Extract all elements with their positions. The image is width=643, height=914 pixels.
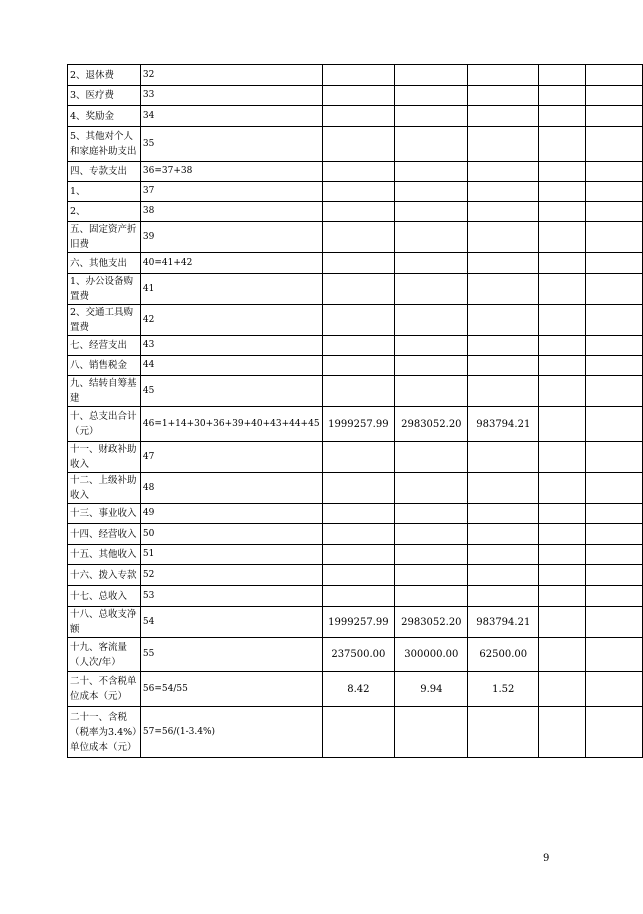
row-empty-cell (586, 504, 643, 524)
row-item-label: 5、其他对个人和家庭补助支出 (68, 127, 141, 162)
row-empty-cell (586, 65, 643, 86)
row-code: 51 (140, 545, 322, 565)
row-empty-cell (586, 407, 643, 442)
row-empty-cell (586, 638, 643, 672)
row-value-3 (468, 106, 539, 127)
row-value-1: 1999257.99 (322, 407, 395, 442)
table-row (68, 707, 643, 758)
row-empty-cell (539, 274, 586, 305)
table-row (68, 356, 643, 376)
row-code: 33 (140, 86, 322, 106)
row-value-1 (322, 504, 395, 524)
row-code: 39 (140, 222, 322, 253)
row-value-1 (322, 586, 395, 607)
row-value-1 (322, 127, 395, 162)
table-row (68, 524, 643, 545)
row-value-3 (468, 127, 539, 162)
table-row (68, 545, 643, 565)
row-value-3 (468, 376, 539, 407)
row-value-3 (468, 65, 539, 86)
row-value-2 (395, 253, 468, 274)
row-empty-cell (539, 376, 586, 407)
row-value-3 (468, 222, 539, 253)
table-row (68, 253, 643, 274)
row-value-3 (468, 707, 539, 758)
row-value-2 (395, 274, 468, 305)
row-value-2 (395, 305, 468, 336)
row-value-2: 9.94 (395, 672, 468, 707)
row-item-label: 七、经营支出 (68, 336, 141, 356)
row-code: 50 (140, 524, 322, 545)
row-value-2 (395, 545, 468, 565)
row-empty-cell (586, 473, 643, 504)
row-value-1 (322, 106, 395, 127)
row-empty-cell (539, 407, 586, 442)
row-empty-cell (539, 504, 586, 524)
row-value-1 (322, 65, 395, 86)
table-row (68, 336, 643, 356)
row-value-3 (468, 565, 539, 586)
row-value-1 (322, 356, 395, 376)
row-empty-cell (539, 638, 586, 672)
row-code: 34 (140, 106, 322, 127)
table-row (68, 442, 643, 473)
row-item-label: 2、退休费 (68, 65, 141, 86)
row-item-label: 十八、总收支净额 (68, 607, 141, 638)
row-value-1: 1999257.99 (322, 607, 395, 638)
row-value-2 (395, 586, 468, 607)
table-row (68, 376, 643, 407)
row-value-3 (468, 202, 539, 222)
table-row (68, 565, 643, 586)
row-code: 42 (140, 305, 322, 336)
row-empty-cell (586, 253, 643, 274)
row-empty-cell (586, 336, 643, 356)
row-value-3 (468, 182, 539, 202)
row-code: 41 (140, 274, 322, 305)
table-row (68, 305, 643, 336)
row-code: 53 (140, 586, 322, 607)
row-empty-cell (539, 127, 586, 162)
row-value-2 (395, 524, 468, 545)
row-value-1 (322, 524, 395, 545)
row-empty-cell (539, 65, 586, 86)
row-value-1 (322, 253, 395, 274)
row-value-2 (395, 182, 468, 202)
row-item-label: 十二、上级补助收入 (68, 473, 141, 504)
row-empty-cell (539, 305, 586, 336)
row-empty-cell (539, 222, 586, 253)
table-row (68, 473, 643, 504)
table-row (68, 222, 643, 253)
row-value-1 (322, 565, 395, 586)
row-value-2 (395, 473, 468, 504)
table-row (68, 607, 643, 638)
row-empty-cell (586, 607, 643, 638)
row-value-2 (395, 65, 468, 86)
row-empty-cell (586, 86, 643, 106)
table-row (68, 407, 643, 442)
table-row (68, 274, 643, 305)
row-value-1 (322, 442, 395, 473)
row-value-2 (395, 202, 468, 222)
row-code: 45 (140, 376, 322, 407)
row-empty-cell (586, 106, 643, 127)
row-value-1: 237500.00 (322, 638, 395, 672)
row-code: 47 (140, 442, 322, 473)
row-value-3 (468, 356, 539, 376)
row-code: 44 (140, 356, 322, 376)
row-item-label: 九、结转自筹基建 (68, 376, 141, 407)
row-value-3 (468, 305, 539, 336)
row-value-1 (322, 376, 395, 407)
row-empty-cell (586, 545, 643, 565)
row-item-label: 2、 (68, 202, 141, 222)
row-code: 35 (140, 127, 322, 162)
row-value-2 (395, 504, 468, 524)
table-row (68, 65, 643, 86)
row-value-3 (468, 504, 539, 524)
row-code: 52 (140, 565, 322, 586)
row-value-2 (395, 376, 468, 407)
row-value-1 (322, 222, 395, 253)
row-empty-cell (586, 376, 643, 407)
table-row (68, 106, 643, 127)
row-code: 49 (140, 504, 322, 524)
row-item-label: 4、奖励金 (68, 106, 141, 127)
row-code: 32 (140, 65, 322, 86)
row-empty-cell (586, 442, 643, 473)
row-value-2 (395, 86, 468, 106)
table-row (68, 586, 643, 607)
row-empty-cell (539, 253, 586, 274)
row-empty-cell (539, 356, 586, 376)
table-row (68, 127, 643, 162)
row-code: 55 (140, 638, 322, 672)
row-value-3 (468, 162, 539, 182)
row-item-label: 十一、财政补助收入 (68, 442, 141, 473)
row-value-3 (468, 336, 539, 356)
row-empty-cell (539, 545, 586, 565)
row-empty-cell (539, 336, 586, 356)
row-item-label: 四、专款支出 (68, 162, 141, 182)
row-item-label: 十六、拨入专款 (68, 565, 141, 586)
row-empty-cell (539, 707, 586, 758)
row-value-3 (468, 442, 539, 473)
row-item-label: 二十一、含税（税率为3.4%）单位成本（元） (68, 707, 141, 758)
row-value-2 (395, 162, 468, 182)
row-code: 46=1+14+30+36+39+40+43+44+45 (140, 407, 322, 442)
row-value-1 (322, 473, 395, 504)
row-value-3 (468, 253, 539, 274)
row-value-2 (395, 127, 468, 162)
row-value-1 (322, 336, 395, 356)
row-empty-cell (586, 182, 643, 202)
row-value-1 (322, 182, 395, 202)
row-code: 48 (140, 473, 322, 504)
row-value-3 (468, 473, 539, 504)
row-value-1 (322, 86, 395, 106)
cost-table (67, 64, 643, 758)
row-code: 54 (140, 607, 322, 638)
row-value-3 (468, 524, 539, 545)
row-empty-cell (539, 202, 586, 222)
table-row (68, 504, 643, 524)
row-code: 43 (140, 336, 322, 356)
row-item-label: 六、其他支出 (68, 253, 141, 274)
row-value-2 (395, 565, 468, 586)
row-code: 36=37+38 (140, 162, 322, 182)
row-empty-cell (586, 586, 643, 607)
row-empty-cell (586, 707, 643, 758)
row-value-1 (322, 707, 395, 758)
row-item-label: 十七、总收入 (68, 586, 141, 607)
row-value-3: 983794.21 (468, 407, 539, 442)
row-value-2 (395, 356, 468, 376)
row-empty-cell (539, 524, 586, 545)
page-number: 9 (543, 853, 550, 864)
row-code: 57=56/(1-3.4%) (140, 707, 322, 758)
row-item-label: 十四、经营收入 (68, 524, 141, 545)
row-value-3 (468, 586, 539, 607)
row-item-label: 十、总支出合计（元） (68, 407, 141, 442)
row-empty-cell (539, 607, 586, 638)
row-empty-cell (586, 565, 643, 586)
row-empty-cell (586, 162, 643, 182)
row-empty-cell (539, 473, 586, 504)
row-value-2: 300000.00 (395, 638, 468, 672)
row-code: 37 (140, 182, 322, 202)
cost-table-body (68, 65, 643, 758)
row-item-label: 2、交通工具购置费 (68, 305, 141, 336)
row-item-label: 五、固定资产折旧费 (68, 222, 141, 253)
row-empty-cell (539, 565, 586, 586)
row-empty-cell (539, 586, 586, 607)
row-item-label: 二十、不含税单位成本（元） (68, 672, 141, 707)
row-item-label: 八、销售税金 (68, 356, 141, 376)
row-item-label: 1、 (68, 182, 141, 202)
row-value-3 (468, 545, 539, 565)
row-code: 56=54/55 (140, 672, 322, 707)
row-empty-cell (586, 127, 643, 162)
row-value-2: 2983052.20 (395, 607, 468, 638)
row-value-1 (322, 305, 395, 336)
row-value-2 (395, 106, 468, 127)
row-value-2 (395, 442, 468, 473)
row-value-1 (322, 274, 395, 305)
row-value-2 (395, 222, 468, 253)
table-row (68, 86, 643, 106)
row-item-label: 3、医疗费 (68, 86, 141, 106)
row-empty-cell (539, 442, 586, 473)
table-row (68, 162, 643, 182)
row-value-3 (468, 274, 539, 305)
row-code: 38 (140, 202, 322, 222)
row-item-label: 1、办公设备购置费 (68, 274, 141, 305)
row-empty-cell (586, 356, 643, 376)
row-empty-cell (586, 524, 643, 545)
row-empty-cell (586, 305, 643, 336)
row-value-3: 983794.21 (468, 607, 539, 638)
row-code: 40=41+42 (140, 253, 322, 274)
row-empty-cell (539, 86, 586, 106)
row-empty-cell (586, 222, 643, 253)
row-empty-cell (539, 106, 586, 127)
row-empty-cell (586, 672, 643, 707)
table-row (68, 638, 643, 672)
row-value-3 (468, 86, 539, 106)
table-row (68, 182, 643, 202)
row-value-1 (322, 545, 395, 565)
row-empty-cell (539, 182, 586, 202)
row-value-1 (322, 202, 395, 222)
row-empty-cell (586, 202, 643, 222)
table-row (68, 202, 643, 222)
row-item-label: 十九、客流量（人次/年） (68, 638, 141, 672)
row-item-label: 十三、事业收入 (68, 504, 141, 524)
row-value-2 (395, 336, 468, 356)
row-item-label: 十五、其他收入 (68, 545, 141, 565)
row-value-3: 1.52 (468, 672, 539, 707)
row-value-1: 8.42 (322, 672, 395, 707)
row-value-2: 2983052.20 (395, 407, 468, 442)
row-empty-cell (539, 162, 586, 182)
row-empty-cell (539, 672, 586, 707)
row-value-2 (395, 707, 468, 758)
table-row (68, 672, 643, 707)
row-value-1 (322, 162, 395, 182)
row-value-3: 62500.00 (468, 638, 539, 672)
row-empty-cell (586, 274, 643, 305)
